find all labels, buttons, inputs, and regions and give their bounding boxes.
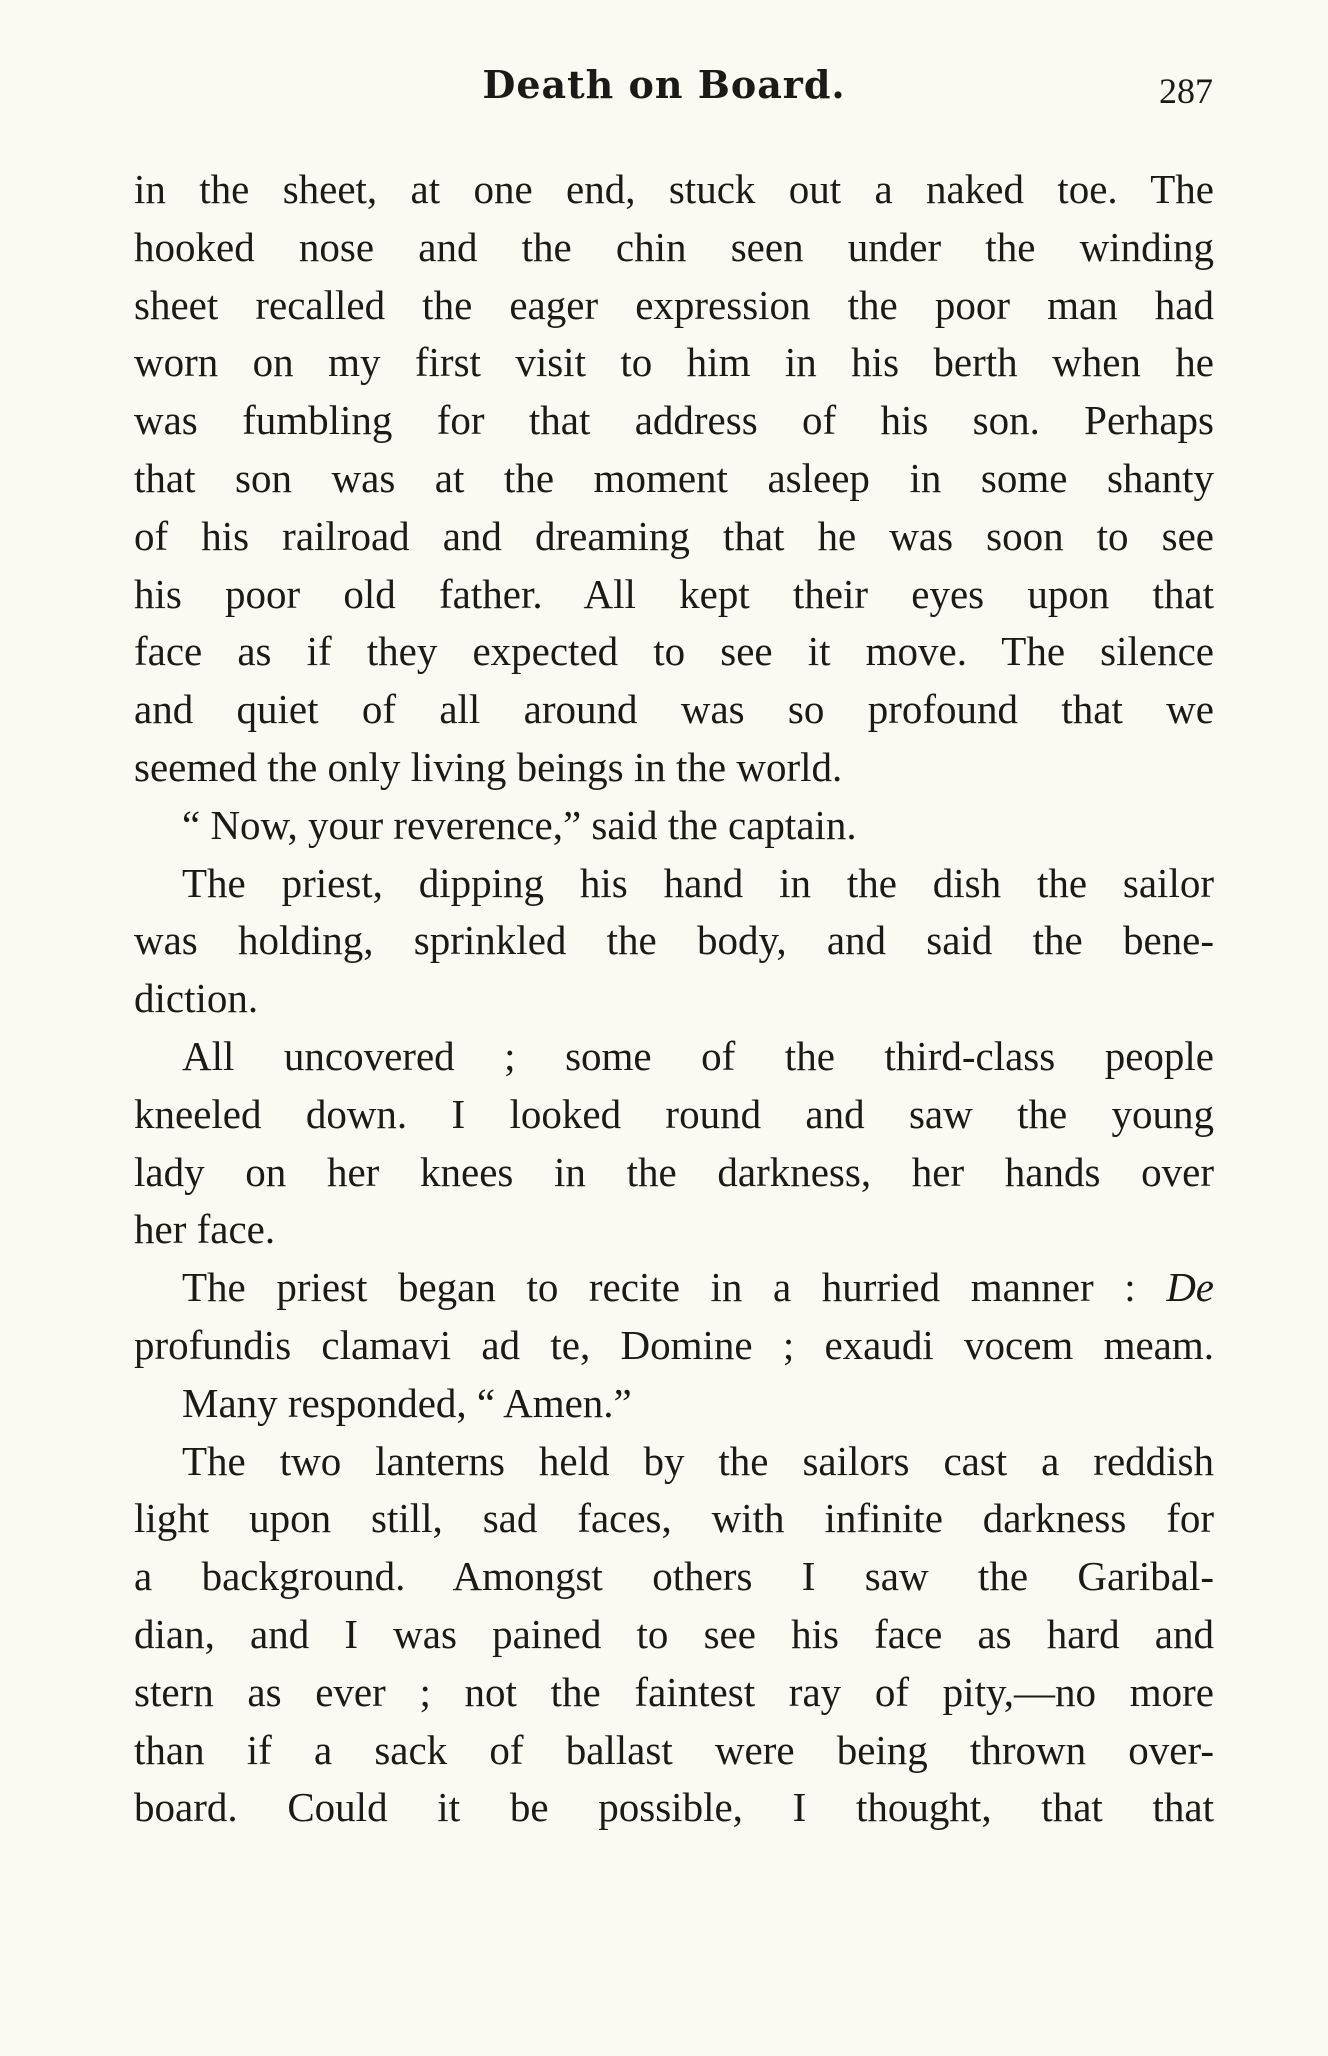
text-line: lady on her knees in the darkness, her hands over <box>134 1148 1214 1195</box>
page-number: 287 <box>1159 71 1213 111</box>
text-line: kneeled down. I looked round and saw the young <box>134 1090 1214 1137</box>
text-line: sheet recalled the eager expression the poor man had <box>134 281 1214 328</box>
text-line: The priest, dipping his hand in the dish the sailor <box>182 859 1214 906</box>
text-line: “ Now, your reverence,” said the captain. <box>182 801 857 848</box>
text-line: stern as ever ; not the faintest ray of pity,—no more <box>134 1668 1214 1715</box>
text-line: of his railroad and dreaming that he was soon to see <box>134 512 1214 559</box>
text-line: board. Could it be possible, I thought, that that <box>134 1784 1214 1831</box>
text-line: dian, and I was pained to see his face as hard and <box>134 1610 1214 1657</box>
text-line: diction. <box>134 975 259 1022</box>
text-line: was holding, sprinkled the body, and said the bene- <box>134 917 1214 964</box>
text-line: Many responded, “ Amen.” <box>182 1379 632 1426</box>
text-line: than if a sack of ballast were being thrown over- <box>134 1726 1214 1773</box>
text-line: that son was at the moment asleep in some shanty <box>134 454 1214 501</box>
latin-text: De <box>1166 1264 1214 1311</box>
text-line: seemed the only living beings in the world. <box>134 743 843 790</box>
text-line: was fumbling for that address of his son. Perhaps <box>134 397 1214 444</box>
running-title: Death on Board. <box>482 62 846 107</box>
text-line: his poor old father. All kept their eyes upon that <box>134 570 1214 617</box>
text-line: hooked nose and the chin seen under the winding <box>134 223 1214 270</box>
text-line: worn on my first visit to him in his berth when he <box>134 339 1214 386</box>
text-line: All uncovered ; some of the third-class people <box>182 1032 1214 1079</box>
text-span: The priest began to recite in a hurried manner : <box>182 1264 1167 1311</box>
text-line: light upon still, sad faces, with infinite darkness for <box>134 1495 1214 1542</box>
text-line: a background. Amongst others I saw the Garibal- <box>134 1553 1214 1600</box>
text-line: and quiet of all around was so profound that we <box>134 686 1214 733</box>
text-line: face as if they expected to see it move. The silence <box>134 628 1214 675</box>
body-text <box>134 161 1214 1837</box>
running-head <box>0 62 1328 122</box>
text-line <box>134 1259 1214 1317</box>
text-line: The two lanterns held by the sailors cast a reddish <box>182 1437 1214 1484</box>
text-line: her face. <box>134 1206 276 1253</box>
text-line: in the sheet, at one end, stuck out a naked toe. The <box>134 166 1214 212</box>
latin-text-line: profundis clamavi ad te, Domine ; exaudi vocem meam. <box>134 1321 1214 1368</box>
